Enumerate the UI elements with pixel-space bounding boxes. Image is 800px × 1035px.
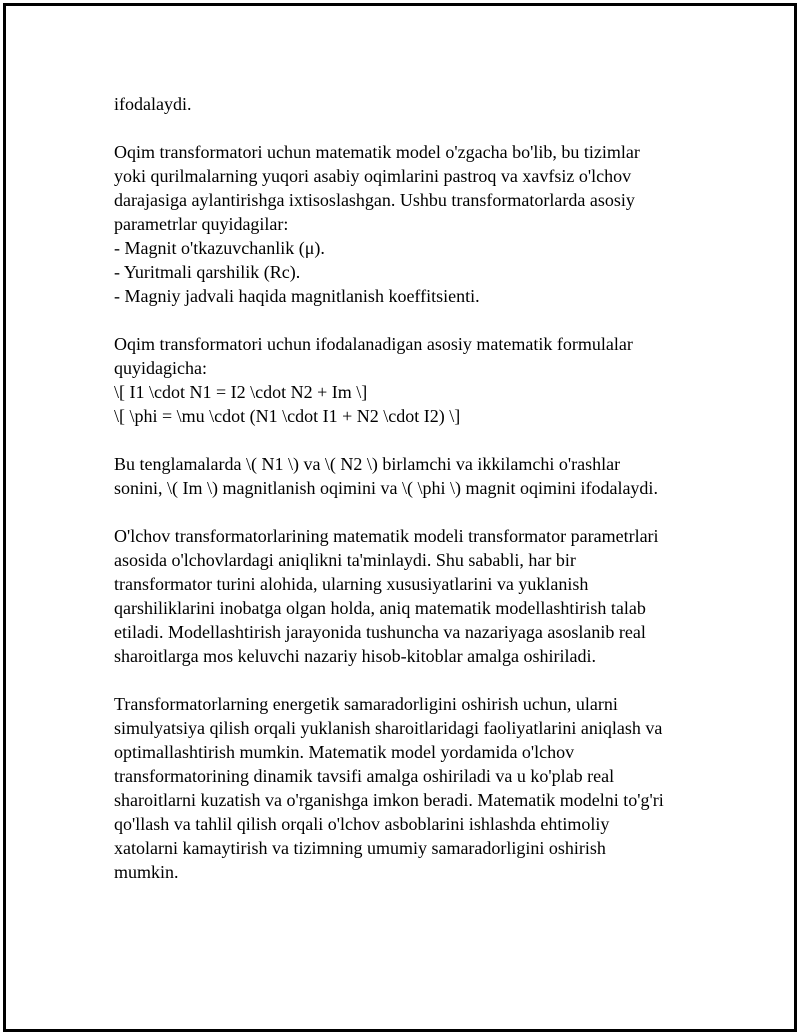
paragraph-spacer <box>114 500 694 524</box>
list-item: - Magniy jadvali haqida magnitlanish koeffitsienti. <box>114 286 480 306</box>
paragraph-variables <box>114 452 694 500</box>
text-line: sharoitlarga mos keluvchi nazariy hisob-kitoblar amalga oshiriladi. <box>114 646 597 666</box>
text-line: O'lchov transformatorlarining matematik modeli transformator parametrlari <box>114 526 659 546</box>
paragraph-efficiency <box>114 692 694 884</box>
text-line: Oqim transformatori uchun ifodalanadigan asosiy matematik formulalar <box>114 334 633 354</box>
text-line: qo'llash va tahlil qilish orqali o'lchov asboblarini ishlashda ehtimoliy <box>114 814 610 834</box>
paragraph-formulas-intro <box>114 332 694 380</box>
text-line: ifodalaydi. <box>114 94 192 114</box>
formula-line: \[ I1 \cdot N1 = I2 \cdot N2 + Im \] <box>114 382 368 402</box>
text-line: transformatorining dinamik tavsifi amalga oshiriladi va u ko'plab real <box>114 766 615 786</box>
text-line: quyidagicha: <box>114 358 207 378</box>
document-body <box>114 92 694 884</box>
paragraph-spacer <box>114 428 694 452</box>
text-line: xatolarni kamaytirish va tizimning umumiy samaradorligini oshirish <box>114 838 606 858</box>
paragraph-spacer <box>114 116 694 140</box>
text-line: yoki qurilmalarning yuqori asabiy oqimlarini pastroq va xavfsiz o'lchov <box>114 166 632 186</box>
text-line: mumkin. <box>114 862 179 882</box>
text-line: parametrlar quyidagilar: <box>114 214 289 234</box>
text-line: sharoitlarni kuzatish va o'rganishga imkon beradi. Matematik modelni to'g'ri <box>114 790 664 810</box>
text-line: Transformatorlarning energetik samaradorligini oshirish uchun, ularni <box>114 694 618 714</box>
parameters-list <box>114 236 694 308</box>
formula-line: \[ \phi = \mu \cdot (N1 \cdot I1 + N2 \cdot I2) \] <box>114 406 461 426</box>
paragraph-purpose <box>114 140 694 236</box>
text-line: optimallashtirish mumkin. Matematik model yordamida o'lchov <box>114 742 575 762</box>
text-line: darajasiga aylantirishga ixtisoslashgan. Ushbu transformatorlarda asosiy <box>114 190 635 210</box>
text-line: Bu tenglamalarda \( N1 \) va \( N2 \) birlamchi va ikkilamchi o'rashlar <box>114 454 621 474</box>
text-line: Oqim transformatori uchun matematik model o'zgacha bo'lib, bu tizimlar <box>114 142 640 162</box>
paragraph-intro <box>114 92 694 116</box>
text-line: qarshiliklarini inobatga olgan holda, aniq matematik modellashtirish talab <box>114 598 646 618</box>
list-item: - Magnit o'tkazuvchanlik (μ). <box>114 238 325 258</box>
text-line: sonini, \( Im \) magnitlanish oqimini va \( \phi \) magnit oqimini ifodalaydi. <box>114 478 658 498</box>
list-item: - Yuritmali qarshilik (Rc). <box>114 262 301 282</box>
text-line: transformator turini alohida, ularning xususiyatlarini va yuklanish <box>114 574 589 594</box>
paragraph-accuracy <box>114 524 694 668</box>
formula-block <box>114 380 694 428</box>
text-line: simulyatsiya qilish orqali yuklanish sharoitlaridagi faoliyatlarini aniqlash va <box>114 718 663 738</box>
text-line: etiladi. Modellashtirish jarayonida tushuncha va nazariyaga asoslanib real <box>114 622 646 642</box>
text-line: asosida o'lchovlardagi aniqlikni ta'minlaydi. Shu sababli, har bir <box>114 550 576 570</box>
paragraph-spacer <box>114 308 694 332</box>
paragraph-spacer <box>114 668 694 692</box>
